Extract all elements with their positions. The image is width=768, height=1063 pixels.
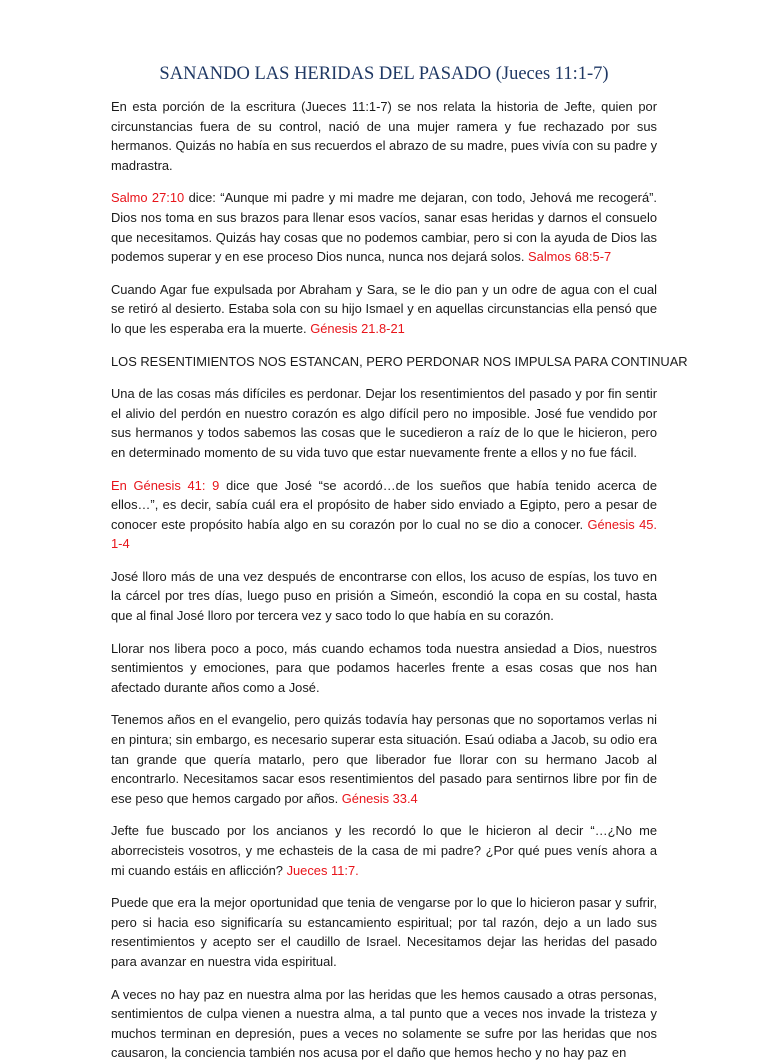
paragraph-perdonar <box>111 384 657 462</box>
section-heading: LOS RESENTIMIENTOS NOS ESTANCAN, PERO PERDONAR NOS IMPULSA PARA CONTINUAR <box>111 353 688 369</box>
paragraph-text: Puede que era la mejor oportunidad que tenia de vengarse por lo que lo hicieron pasar y sufrir, pero si hacia eso significaría su estancamiento espiritual; por tal razón, dejo a un lado sus resentimientos y acepto ser el caudillo de Israel. Necesitamos dejar las heridas del pasado para avanzar en nuestra vida espiritual. <box>111 895 657 969</box>
paragraph-text: Una de las cosas más difíciles es perdonar. Dejar los resentimientos del pasado y por fin sentir el alivio del perdón en nuestro corazón es algo difícil pero no imposible. José fue vendido por sus hermanos y todos sabemos las cosas que le sucedieron a raíz de lo que le hicieron, pero en determinado momento de su vida tuvo que estar nuevamente frente a ellos y no fue fácil. <box>111 386 657 460</box>
scripture-reference: Génesis 21.8-21 <box>310 320 405 336</box>
paragraph-salmo <box>111 188 657 266</box>
paragraph-text: Llorar nos libera poco a poco, más cuando echamos toda nuestra ansiedad a Dios, nuestros sentimientos y emociones, para que podamos hacerles frente a esas cosas que nos han afectado durante años como a José. <box>111 640 657 695</box>
paragraph-genesis-41 <box>111 476 657 554</box>
paragraph-text: Tenemos años en el evangelio, pero quizás todavía hay personas que no soportamos verlas ni en pintura; sin embargo, es necesario superar esta situación. Esaú odiaba a Jacob, su odio era tan grande que quería matarlo, pero que liberador fue llorar con su hermano Jacob al encontrarlo. Necesitamos sacar esos resentimientos del pasado para sentirnos libre por fin de ese peso que hemos cargado por años. <box>111 712 657 806</box>
paragraph-jose-lloro <box>111 567 657 626</box>
paragraph-text: A veces no hay paz en nuestra alma por las heridas que les hemos causado a otras personas, sentimientos de culpa vienen a nuestra alma, a tal punto que a veces nos invade la tristeza y muchos terminan en depresión, pues a veces no solamente se sufre por las heridas que nos causaron, la conciencia también nos acusa por el daño que hemos hecho y no hay paz en <box>111 986 657 1061</box>
paragraph-intro <box>111 97 657 175</box>
scripture-reference: En Génesis 41: 9 <box>111 477 220 493</box>
paragraph-venganza <box>111 893 657 971</box>
paragraph-agar <box>111 280 657 339</box>
paragraph-text: Jefte fue buscado por los ancianos y les recordó lo que le hicieron al decir “…¿No me aborrecisteis vosotros, y me echasteis de la casa de mi padre? ¿Por qué pues venís ahora a mi cuando estáis en aflicción? <box>111 823 657 878</box>
scripture-reference: Salmo 27:10 <box>111 190 185 206</box>
paragraph-text: dice: “Aunque mi padre y mi madre me dejaran, con todo, Jehová me recogerá”. Dios nos toma en sus brazos para llenar esos vacíos, sanar esas heridas y darnos el consuelo que necesitamos. Quizás hay cosas que no podemos cambiar, pero si con la ayuda de Dios las podemos superar y en ese proceso Dios nunca, nunca nos dejará solos. <box>111 190 657 265</box>
scripture-reference: Génesis 45. 1-4 <box>111 516 657 552</box>
paragraph-text: En esta porción de la escritura (Jueces 11:1-7) se nos relata la historia de Jefte, quien por circunstancias fuera de su control, nació de una mujer ramera y fue rechazado por sus hermanos. Quizás no había en sus recuerdos el abrazo de su madre, pues vivía con su padre y madrastra. <box>111 99 658 173</box>
scripture-reference: Jueces 11:7. <box>286 862 359 878</box>
paragraph-text: Cuando Agar fue expulsada por Abraham y Sara, se le dio pan y un odre de agua con el cual se retiró al desierto. Estaba sola con su hijo Ismael y en aquellas circunstancias ella pensó que lo que les esperaba era la muerte. <box>111 281 657 336</box>
scripture-reference: Salmos 68:5-7 <box>528 249 612 265</box>
paragraph-jefte <box>111 821 657 880</box>
paragraph-text: José lloro más de una vez después de encontrarse con ellos, los acuso de espías, los tuvo en la cárcel por tres días, luego puso en prisión a Simeón, escondió la copa en su costal, hasta que al final José lloro por tercera vez y saco todo lo que había en su corazón. <box>111 568 657 624</box>
paragraph-esau <box>111 710 657 808</box>
paragraph-llorar <box>111 639 657 698</box>
page-title: SANANDO LAS HERIDAS DEL PASADO (Jueces 11:1-7) <box>159 64 609 84</box>
paragraph-text: dice que José “se acordó…de los sueños que había tenido acerca de ellos…”, es decir, sabía cuál era el propósito de haber sido enviado a Egipto, pero a pesar de conocer este propósito había algo en su corazón por lo cual no se dio a conocer. <box>111 477 658 532</box>
scripture-reference: Génesis 33.4 <box>341 790 418 806</box>
